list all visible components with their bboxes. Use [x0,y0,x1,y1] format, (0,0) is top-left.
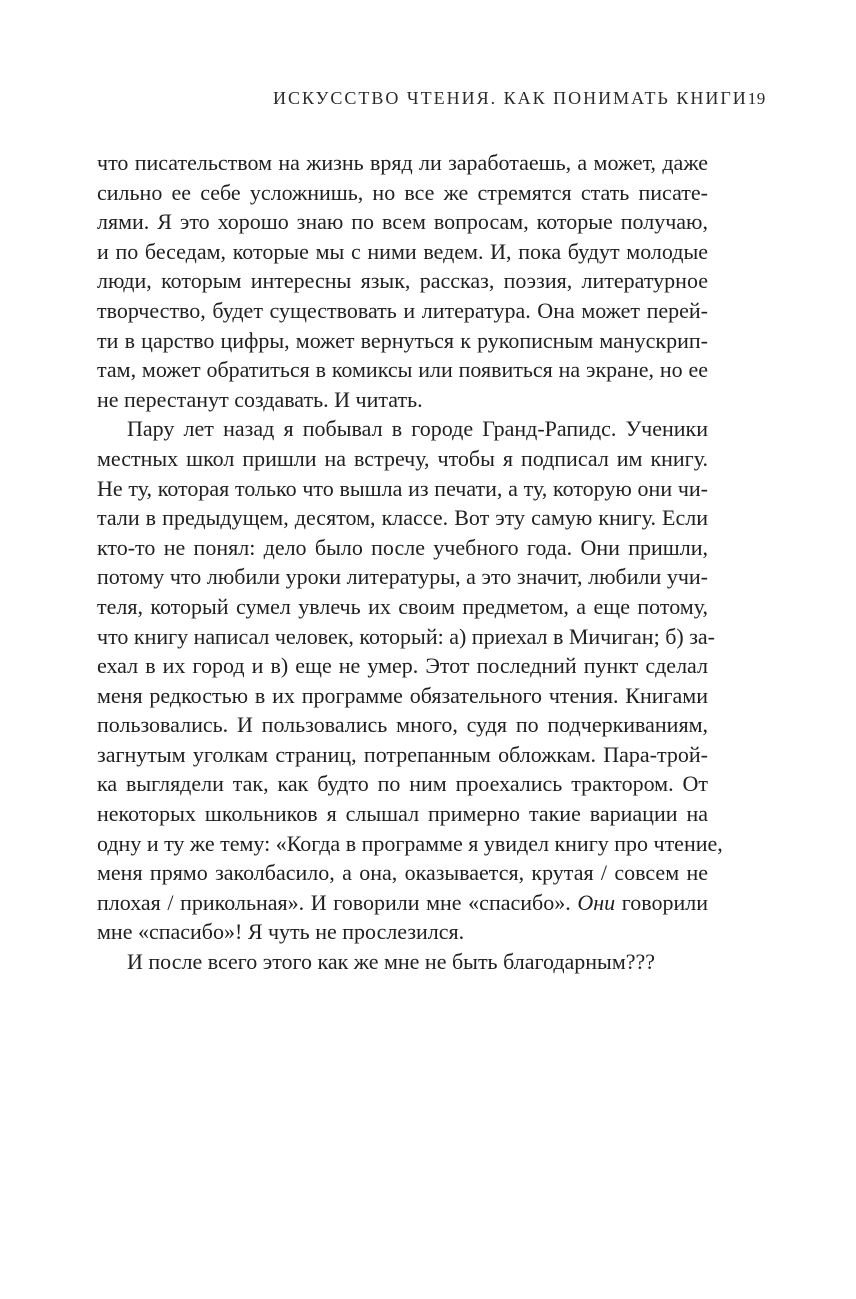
text-line: мне «спасибо»! Я чуть не прослезился. [97,919,465,945]
text-line: потому что любили уроки литературы, а это значит, любили учи- [97,564,708,590]
text-segment: говорили [615,889,708,915]
page-body [97,148,723,977]
text-line: ка выглядели так, как будто по ним проехались трактором. От [97,771,708,797]
text-line: кто-то не понял: дело было после учебного года. Они пришли, [97,534,708,560]
text-line-with-italic [97,888,708,918]
text-line: некоторых школьников я слышал примерно такие вариации на [97,801,708,827]
text-line: одну и ту же тему: «Когда в программе я увидел книгу про чтение, [97,830,723,856]
italic-word: Они [577,889,616,915]
text-line: ехал в их город и в) еще не умер. Этот последний пункт сделал [97,653,708,679]
text-line: теля, который сумел увлечь их своим предметом, а еще потому, [97,593,708,619]
text-line: ти в царство цифры, может вернуться к рукописным манускрип- [97,327,708,353]
paragraph-3 [97,947,708,977]
page-number: 19 [747,89,766,108]
text-line: и по беседам, которые мы с ними ведем. И, пока будут молодые [97,238,708,264]
text-line: пользовались. И пользовались много, судя по подчеркиваниям, [97,712,708,738]
text-line: Пару лет назад я побывал в городе Гранд-Рапидс. Ученики [127,416,708,442]
text-segment: плохая / прикольная». И говорили мне «спасибо». [97,889,578,915]
paragraph-1 [97,148,708,414]
text-line: не перестанут создавать. И читать. [97,386,423,412]
running-header [273,88,766,116]
text-line: Не ту, которая только что вышла из печати, а ту, которую они чи- [97,475,708,501]
paragraph-2 [97,414,723,947]
text-line: там, может обратиться в комиксы или появиться на экране, но ее [97,357,708,383]
text-line: местных школ пришли на встречу, чтобы я подписал им книгу. [97,445,708,471]
running-title: ИСКУССТВО ЧТЕНИЯ. КАК ПОНИМАТЬ КНИГИ [273,88,748,108]
text-line: сильно ее себе усложнишь, но все же стремятся стать писате- [97,179,708,205]
text-line: тали в предыдущем, десятом, классе. Вот эту самую книгу. Если [97,505,708,531]
text-line: лями. Я это хорошо знаю по всем вопросам, которые получаю, [97,209,708,235]
text-line: что писательством на жизнь вряд ли заработаешь, а может, даже [97,150,708,175]
text-line: меня прямо заколбасило, а она, оказывается, крутая / совсем не [97,860,708,886]
text-line: загнутым уголкам страниц, потрепанным обложкам. Пара-трой- [97,741,708,767]
text-line: меня редкостью в их программе обязательного чтения. Книгами [97,682,708,708]
text-line: творчество, будет существовать и литература. Она может перей- [97,297,708,323]
text-line: что книгу написал человек, который: а) приехал в Мичиган; б) за- [97,623,715,649]
text-line: люди, которым интересны язык, рассказ, поэзия, литературное [97,268,708,294]
text-line: И после всего этого как же мне не быть благодарным??? [127,949,656,975]
